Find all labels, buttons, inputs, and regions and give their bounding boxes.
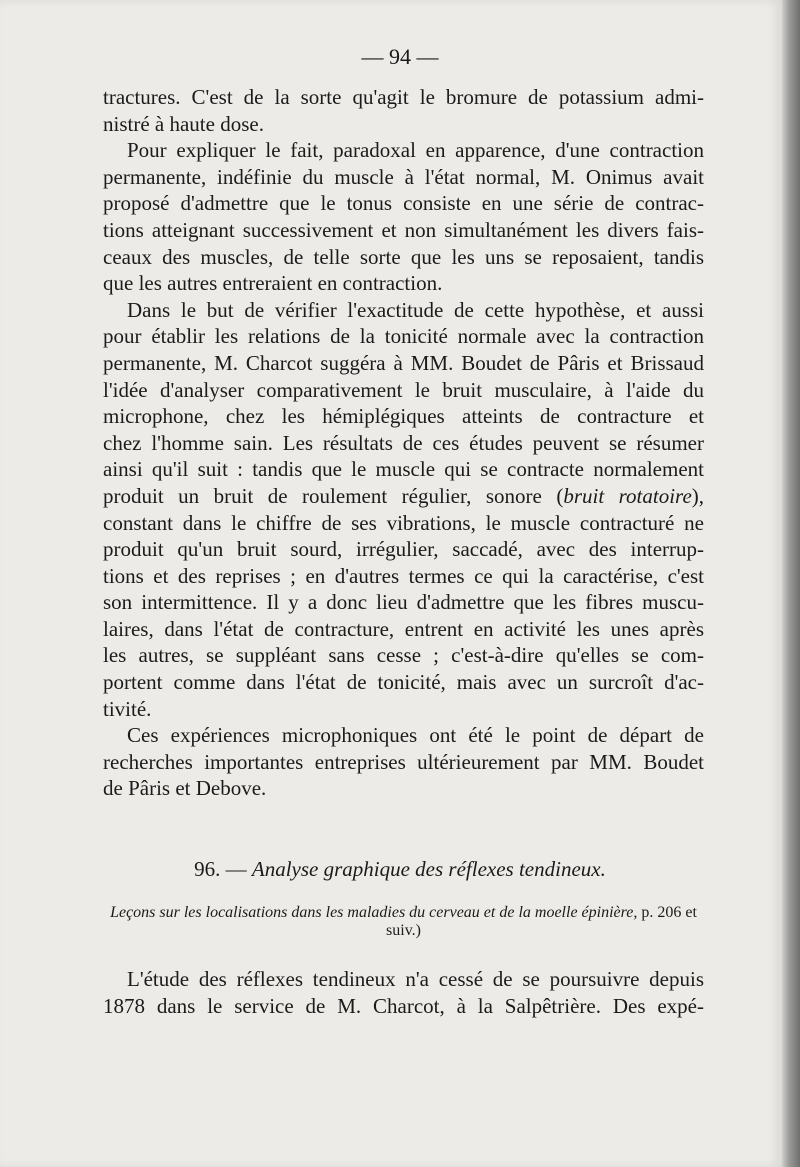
text-fragment: ),: [691, 483, 705, 508]
section-number: 96. —: [194, 857, 247, 881]
text-line: recherches importantes entreprises ultérieurement par MM. Boudet: [103, 749, 704, 774]
text-line: de Pâris et Debove.: [103, 776, 267, 801]
main-text: [103, 84, 704, 802]
text-line: Ces expériences microphoniques ont été le point de départ de: [127, 723, 704, 748]
text-line: ceaux des muscles, de telle sorte que les uns se reposaient, tandis: [103, 244, 704, 269]
section-heading: [0, 857, 800, 882]
text-line: laires, dans l'état de contracture, entrent en activité les unes après: [103, 616, 704, 641]
reference-title: Leçons sur les localisations dans les maladies du cerveau et de la moelle épinière,: [110, 904, 638, 921]
text-line: Dans le but de vérifier l'exactitude de cette hypothèse, et aussi: [127, 297, 704, 322]
reference-note: [103, 904, 704, 940]
text-line: l'idée d'analyser comparativement le bruit musculaire, à l'aide du: [103, 377, 704, 402]
text-line: constant dans le chiffre de ses vibrations, le muscle contracturé ne: [103, 510, 704, 535]
italic-phrase: bruit rotatoire: [563, 483, 692, 508]
text-line: nistré à haute dose.: [103, 111, 264, 136]
text-line: tractures. C'est de la sorte qu'agit le bromure de potassium admi-: [103, 85, 704, 109]
text-line: son intermittence. Il y a donc lieu d'admettre que les fibres muscu-: [103, 590, 704, 615]
text-line: chez l'homme sain. Les résultats de ces études peuvent se résumer: [103, 430, 704, 455]
text-line: que les autres entreraient en contraction.: [103, 271, 443, 296]
text-line: les autres, se suppléant sans cesse ; c'est-à-dire qu'elles se com-: [103, 643, 704, 668]
text-line: Pour expliquer le fait, paradoxal en apparence, d'une contraction: [127, 138, 704, 163]
text-line: proposé d'admettre que le tonus consiste en une série de contrac-: [103, 191, 704, 216]
text-line: portent comme dans l'état de tonicité, mais avec un surcroît d'ac-: [103, 670, 704, 695]
text-line: microphone, chez les hémiplégiques atteints de contracture et: [103, 404, 704, 429]
text-line: ainsi qu'il suit : tandis que le muscle qui se contracte normalement: [103, 457, 704, 482]
text-line: permanente, M. Charcot suggéra à MM. Boudet de Pâris et Brissaud: [103, 350, 704, 375]
text-line: tions et des reprises ; en d'autres termes ce qui la caractérise, c'est: [103, 563, 704, 588]
text-line: produit qu'un bruit sourd, irrégulier, saccadé, avec des interrup-: [103, 537, 704, 562]
text-line: tivité.: [103, 696, 152, 721]
page-edge: [782, 0, 800, 1167]
text-fragment: produit un bruit de roulement régulier, sonore (: [103, 483, 564, 508]
text-line: pour établir les relations de la tonicité normale avec la contraction: [103, 324, 704, 349]
reference-pages: p. 206 et suiv.): [386, 904, 697, 939]
text-line: 1878 dans le service de M. Charcot, à la Salpêtrière. Des expé-: [103, 993, 704, 1018]
text-line: tions atteignant successivement et non simultanément les divers fais-: [103, 217, 704, 242]
text-line-with-italic: [103, 483, 704, 510]
text-line: permanente, indéfinie du muscle à l'état normal, M. Onimus avait: [103, 164, 704, 189]
text-line: L'étude des réflexes tendineux n'a cessé de se poursuivre depuis: [127, 967, 704, 991]
section-title: Analyse graphique des réflexes tendineux.: [251, 857, 606, 881]
page-number: — 94 —: [361, 44, 439, 69]
closing-text: [103, 966, 704, 1019]
